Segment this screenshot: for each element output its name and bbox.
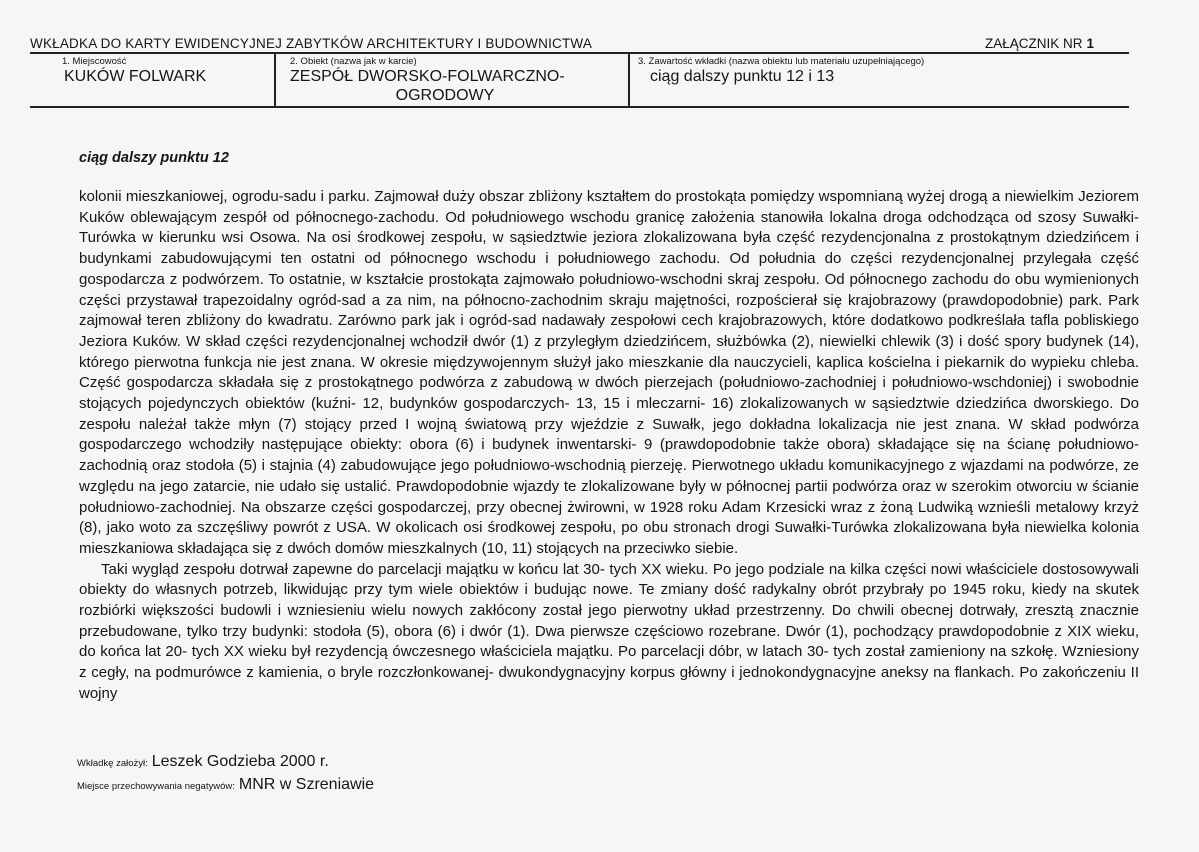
header-top-rule (30, 52, 1129, 54)
object-label: 2. Obiekt (nazwa jak w karcie) (290, 56, 417, 67)
body-text (79, 187, 1139, 705)
locality-value: KUKÓW FOLWARK (64, 68, 207, 85)
author-label: Wkładkę założył: (77, 758, 148, 769)
attachment-number-label (985, 36, 1094, 51)
author-value: Leszek Godzieba 2000 r. (151, 753, 329, 770)
contents-label: 3. Zawartość wkładki (nazwa obiektu lub materiału uzupełniającego) (638, 56, 925, 67)
field-divider-1 (274, 53, 276, 107)
form-title: WKŁADKA DO KARTY EWIDENCYJNEJ ZABYTKÓW ARCHITEKTURY I BUDOWNICTWA (30, 36, 593, 51)
storage-label: Miejsce przechowywania negatywów: (77, 781, 235, 792)
object-value-line1: ZESPÓŁ DWORSKO-FOLWARCZNO- (290, 68, 565, 85)
storage-value: MNR w Szreniawie (238, 776, 375, 793)
contents-value: ciąg dalszy punktu 12 i 13 (650, 68, 835, 85)
object-value-line2: OGRODOWY (395, 87, 495, 104)
body-paragraph-2: Taki wygląd zespołu dotrwał zapewne do parcelacji majątku w końcu lat 30- tych XX wieku. Po jego podziale na kilka części nowi właściciele dostosowywali obiekty do własnych potrzeb, likwidując przy tym wiele obiektów i budując nowe. Te zmiany dość radykalny obrót przybrały po 1945 roku, kiedy na skutek rozbiórki większości budowli i wzniesieniu wielu nowych zakłócony został jego pierwotny układ przestrzenny. Do chwili obecnej dotrwały, zresztą znacznie przebudowane, tylko trzy budynki: stodoła (5), obora (6) i dwór (1). Dwa pierwsze częściowo rozebrane. Dwór (1), pochodzący prawdopodobnie z XIX wieku, do końca lat 20- tych XX wieku był rezydencją ówczesnego właściciela majątku. Po parcelacji dóbr, w latach 30- tych został zamieniony na szkołę. Wzniesiony z cegły, na podmurówce z kamienia, o bryle rozczłonkowanej- dwukondygnacyjny korpus główny i jednokondygnacyjne aneksy na flankach. Po zakończeniu II wojny (79, 560, 1139, 702)
section-heading: ciąg dalszy punktu 12 (79, 150, 229, 166)
body-paragraph-1: kolonii mieszkaniowej, ogrodu-sadu i parku. Zajmował duży obszar zbliżony kształtem do prostokąta pomiędzy wspomnianą wyżej drogą a niewielkim Jeziorem Kuków oblewającym zespół od północnego-zachodu. Od południowego wschodu granicę założenia stanowiła lokalna droga odchodząca od szosy Suwałki-Turówka w kierunku wsi Osowa. Na osi środkowej zespołu, w sąsiedztwie jeziora zlokalizowana była część rezydencjonalna z prostokątnym dziedzińcem i budynkami zabudowującymi ten ostatni od północnego wschodu i południowego zachodu. Od południa do części rezydencjonalnej przylegała część gospodarcza z podwórzem. To ostatnie, w kształcie prostokąta zajmowało południowo-wschodni skraj zespołu. Od północnego zachodu do obu wymienionych części przystawał trapezoidalny ogród-sad a za nim, na północno-zachodnim skraju majętności, rozpościerał się krajobrazowy (prawdopodobnie) park. Park zajmował teren zbliżony do kwadratu. Zarówno park jak i ogród-sad nadawały zespołowi cech krajobrazowych, które dodatkowo podkreślała tafla pobliskiego Jeziora Kuków. W skład części rezydencjonalnej wchodził dwór (1) z przyległym dziedzińcem, służbówka (2), niewielki chlewik (3) i dość spory budynek (14), którego pierwotna funkcja nie jest znana. W okresie międzywojennym służył jako mieszkanie dla nauczycieli, kaplica kościelna i piekarnik do wypieku chleba. Część gospodarcza składała się z prostokątnego podwórza z zabudową w dwóch pierzejach (południowo-zachodniej i południowo-wschdoniej) i swobodnie stojących pojedynczych obiektów (kuźni- 12, budynków gospodarczych- 13, 15 i mleczarni- 16) zlokalizowanych w sąsiedztwie dziedzińca dworskiego. Do zespołu należał także młyn (7) stojący przed I wojną światową przy wjeździe z Suwałk, jego dokładna lokalizacja nie jest znana. W skład podwórza gospodarczego wchodziły następujące obiekty: obora (6) i budynek inwentarski- 9 (prawdopodobnie także obora) składające się na ścianę południowo-zachodnią oraz stodoła (5) i stajnia (4) zabudowujące jego południowo-wschodnią pierzeję. Pierwotnego układu komunikacyjnego z wjazdami na podwórze, ze względu na jego zatarcie, nie udało się ustalić. Prawdopodobnie wjazdy te zlokalizowane były w północnej partii podwórza oraz w szerokim otworciu w ścianie południowo-zachodniej. Na obszarze części gospodarczej, przy obecnej żwirowni, w 1928 roku Adam Krzesicki wraz z żoną Ludwiką wznieśli metalowy krzyż (8), jako woto za szczęśliwy powrót z USA. W okolicach osi środkowej zespołu, po obu stronach drogi Suwałki-Turówka zlokalizowana była niewielka kolonia mieszkaniowa składająca się z dwóch domów mieszkalnych (10, 11) stojących na przeciwko siebie. (79, 188, 1139, 557)
author-row (77, 753, 329, 771)
field-divider-2 (628, 53, 630, 107)
locality-label: 1. Miejscowość (62, 56, 127, 67)
header-bottom-rule (30, 106, 1129, 108)
attachment-number: 1 (1086, 36, 1095, 51)
attachment-label: ZAŁĄCZNIK NR (985, 36, 1083, 51)
storage-row (77, 776, 374, 794)
